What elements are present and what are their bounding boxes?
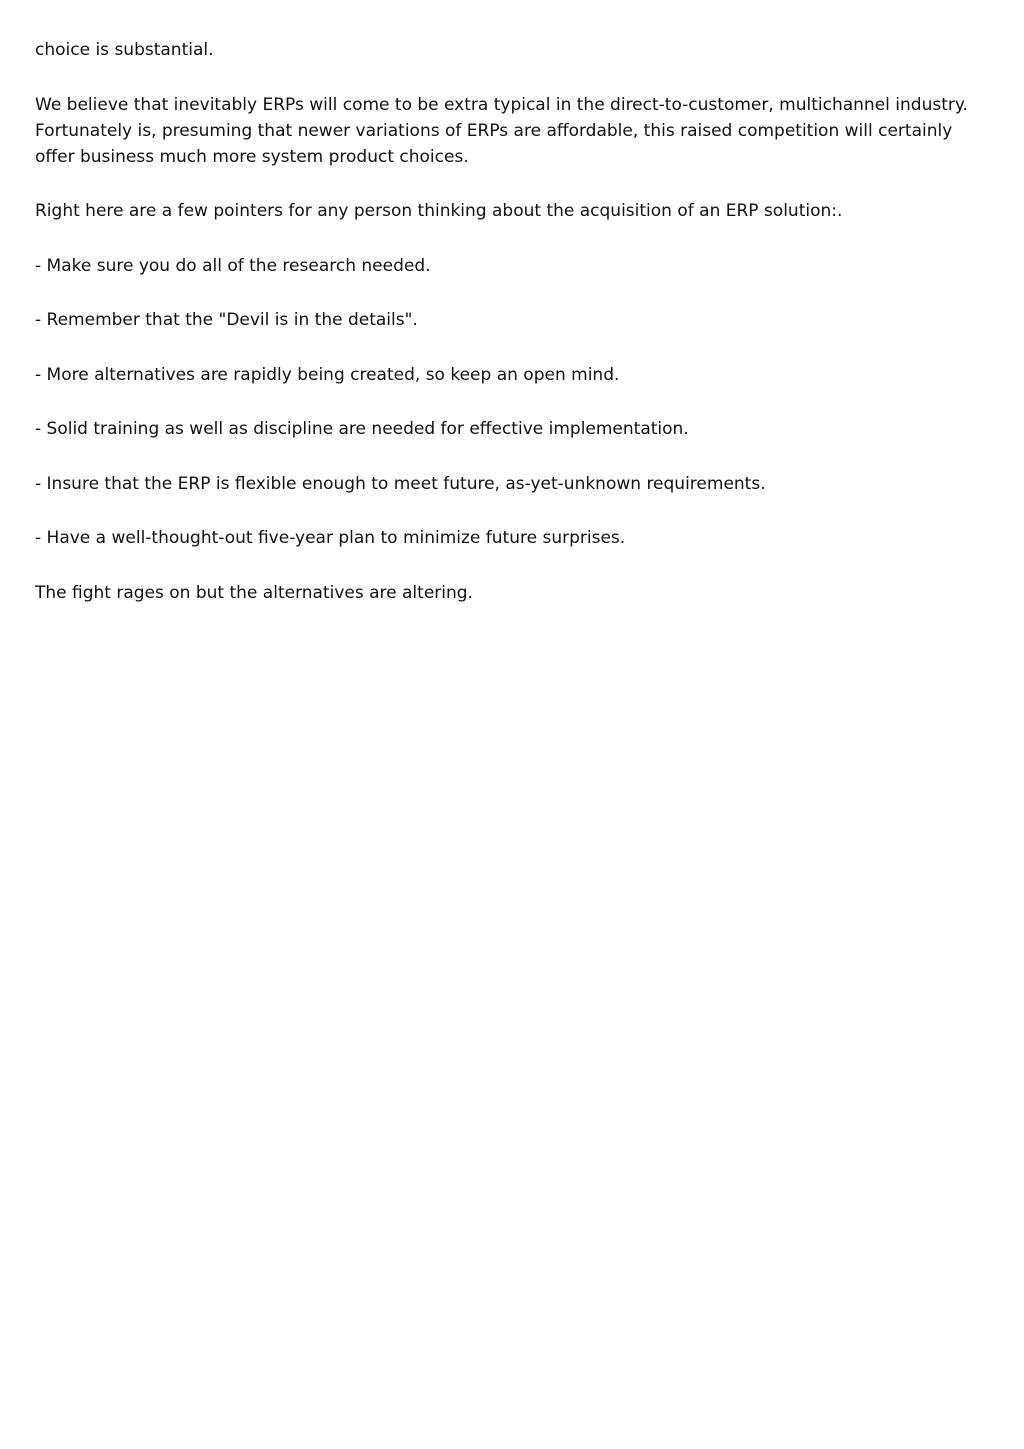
paragraph-erp-outlook: We believe that inevitably ERPs will come to be extra typical in the direct-to-customer, multichannel industry. Fortunately is, presuming that newer variations of ERPs are affordable, this raised competition will certainly offer business much more system product choices. [35,94,968,167]
paragraph-intro-fragment: choice is substantial. [35,40,214,60]
list-item-flexibility: - Insure that the ERP is flexible enough to meet future, as-yet-unknown requirements. [35,473,766,494]
list-item-alternatives: - More alternatives are rapidly being created, so keep an open mind. [35,364,620,385]
document-page [35,37,985,634]
list-item-research: - Make sure you do all of the research needed. [35,255,431,276]
list-item-five-year-plan: - Have a well-thought-out five-year plan to minimize future surprises. [35,528,626,548]
paragraph-pointers-intro: Right here are a few pointers for any person thinking about the acquisition of an ERP solution:. [35,201,843,221]
paragraph-closing: The fight rages on but the alternatives are altering. [35,582,473,603]
list-item-training: - Solid training as well as discipline are needed for effective implementation. [35,419,689,439]
list-item-details: - Remember that the "Devil is in the details". [35,310,418,330]
